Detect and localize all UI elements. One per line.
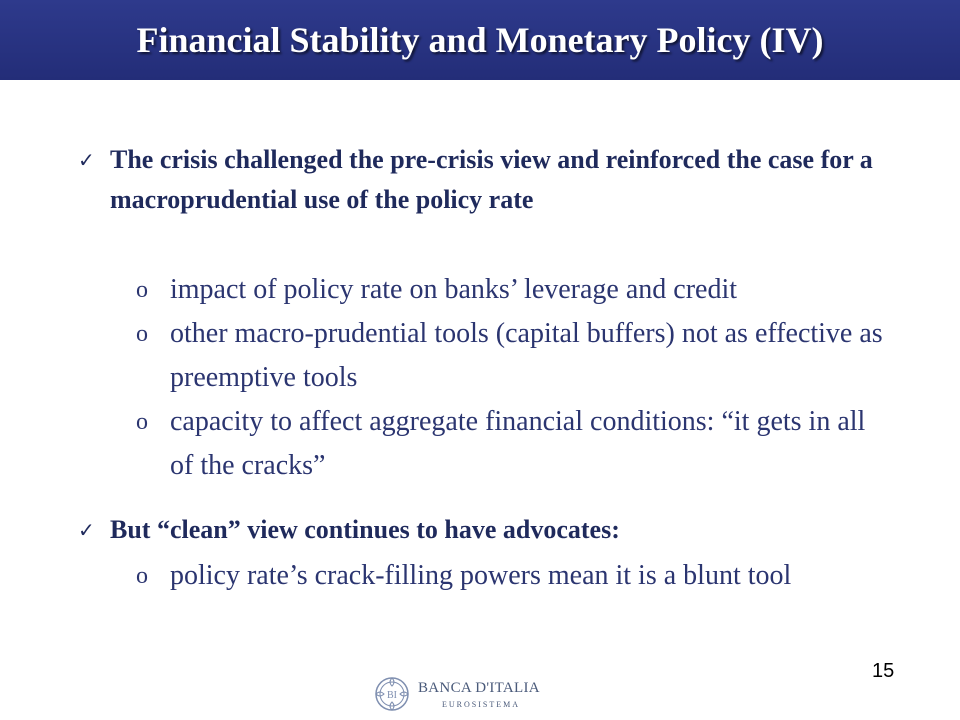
sub-item bbox=[136, 400, 890, 488]
sub-item bbox=[136, 268, 890, 312]
logo-subtitle: EUROSISTEMA bbox=[442, 700, 521, 709]
bullet-item bbox=[78, 510, 880, 550]
circle-bullet-icon: o bbox=[136, 277, 148, 303]
sub-item-text: capacity to affect aggregate financial conditions: “it gets in all of the cracks” bbox=[170, 406, 866, 481]
sub-item-text: impact of policy rate on banks’ leverage and credit bbox=[170, 274, 738, 305]
sub-item-text: other macro-prudential tools (capital buffers) not as effective as preemptive tools bbox=[170, 318, 883, 393]
checkmark-icon: ✓ bbox=[78, 518, 95, 542]
circle-bullet-icon: o bbox=[136, 321, 148, 347]
sub-item bbox=[136, 312, 890, 400]
sub-item-text: policy rate’s crack-filling powers mean it is a blunt tool bbox=[170, 560, 792, 591]
slide-title: Financial Stability and Monetary Policy (IV) bbox=[136, 20, 824, 60]
bank-logo bbox=[374, 676, 554, 716]
page-number: 15 bbox=[872, 660, 895, 682]
circle-bullet-icon: o bbox=[136, 563, 148, 589]
bullet-text: But “clean” view continues to have advocates: bbox=[110, 515, 620, 544]
bullet-text: The crisis challenged the pre-crisis view and reinforced the case for a macroprudential use of the policy rate bbox=[110, 145, 873, 214]
checkmark-icon: ✓ bbox=[78, 148, 95, 172]
logo-name: BANCA D'ITALIA bbox=[418, 680, 540, 696]
circle-bullet-icon: o bbox=[136, 409, 148, 435]
bullet-item bbox=[78, 140, 880, 220]
svg-text:BI: BI bbox=[387, 690, 397, 701]
bank-seal-icon bbox=[374, 676, 410, 712]
sub-item bbox=[136, 554, 890, 598]
